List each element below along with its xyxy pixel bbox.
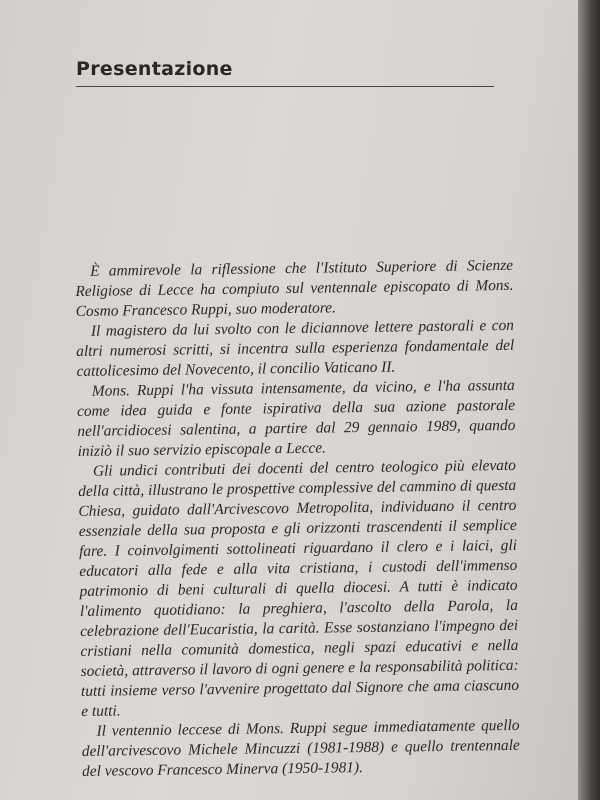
section-title: Presentazione bbox=[76, 58, 233, 80]
title-underline bbox=[76, 86, 494, 87]
presentation-text bbox=[75, 256, 520, 782]
paragraph-2: Il magistero da lui svolto con le diciannove lettere pastorali e con altri numerosi scritti, si incentra sulla esperienza fondamentale del cattolicesimo del Novecento, il concilio Vaticano II. bbox=[76, 316, 515, 380]
page-edge-shadow bbox=[578, 0, 600, 800]
paragraph-1: È ammirevole la riflessione che l'Istituto Superiore di Scienze Religiose di Lecce ha compiuto sul ventennale episcopato di Mons. Cosmo Francesco Ruppi, suo moderatore. bbox=[75, 256, 514, 320]
paragraph-4: Gli undici contributi dei docenti del centro teologico più elevato della città, illustrano le prospettive complessive del cammino di questa Chiesa, guidato dall'Arcivescovo Metropolita, individuano il centro essenziale della sua proposta e gli orizzonti trascendenti il semplice fare. I coinvolgimenti sottolineati riguardano il clero e i laici, gli educatori alla fede e alla vita cristiana, i custodi dell'immenso patrimonio di beni culturali di quella diocesi. A tutti è indicato l'alimento quotidiano: la preghiera, l'ascolto della Parola, la celebrazione dell'Eucaristia, la carità. Esse sostanziano l'impegno dei cristiani nella comunità domestica, negli spazi educativi e nella società, attraverso il lavoro di ogni genere e la responsabilità politica: tutti insieme verso l'avvenire progettato dal Signore che ama ciascuno e tutti. bbox=[78, 456, 520, 720]
paragraph-3: Mons. Ruppi l'ha vissuta intensamente, da vicino, e l'ha assunta come idea guida e fonte ispirativa della sua azione pastorale nell'arcidiocesi salentina, a partire dal 29 gennaio 1989, quando iniziò il suo servizio episcopale a Lecce. bbox=[76, 376, 516, 460]
paragraph-5: Il ventennio leccese di Mons. Ruppi segue immediatamente quello dell'arcivescovo Michele Mincuzzi (1981-1988) e quello trentennale del vescovo Francesco Minerva (1950-1981). bbox=[81, 716, 520, 780]
